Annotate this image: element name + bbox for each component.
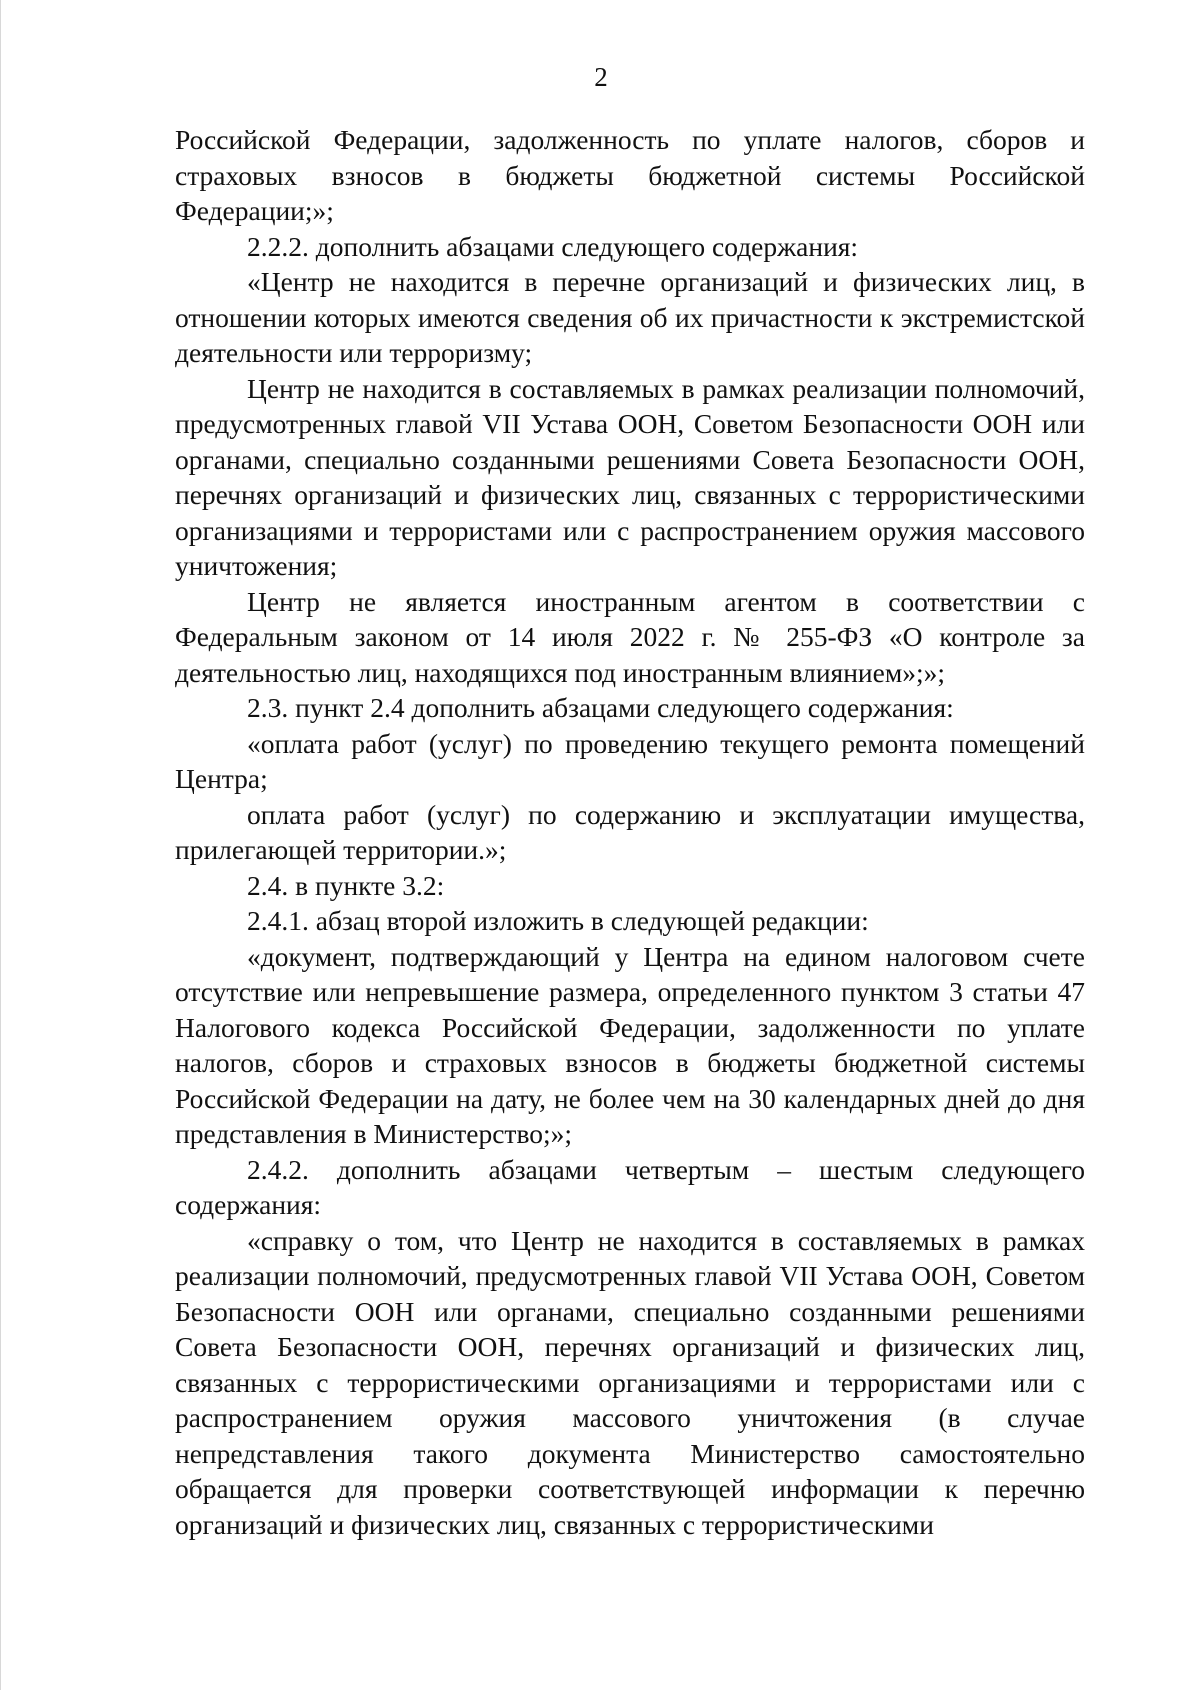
paragraph-1: Российской Федерации, задолженность по уплате налогов, сборов и страховых взносов в бюджеты бюджетной системы Российской Федерации;»; (175, 124, 1085, 226)
paragraph-4: Центр не находится в составляемых в рамках реализации полномочий, предусмотренных главой VII Устава ООН, Советом Безопасности ООН или органами, специально созданными решениями Совета Безопасности ООН, перечнях организаций и физических лиц, связанных с террористическими организациями и террористами или с распространением оружия массового уничтожения; (175, 372, 1085, 581)
paragraph-10: 2.4.1. абзац второй изложить в следующей редакции: (247, 905, 869, 936)
paragraph-2: 2.2.2. дополнить абзацами следующего содержания: (247, 230, 859, 262)
paragraph-7: «оплата работ (услуг) по проведению текущего ремонта помещений Центра; (175, 727, 1085, 794)
paragraph-5: Центр не является иностранным агентом в соответствии с Федеральным законом от 14 июля 2022 г. № 255-ФЗ «О контроле за деятельностью лиц, находящихся под иностранным влиянием»;»; (175, 585, 1085, 688)
document-body (175, 122, 1085, 1542)
paragraph-13: «справку о том, что Центр не находится в составляемых в рамках реализации полномочий, предусмотренных главой VII Устава ООН, Советом Безопасности ООН или органами, специально созданными решениями Совета Безопасности ООН, перечнях организаций и физических лиц, связанных с террористическими организациями и террористами или с распространением оружия массового уничтожения (в случае непредставления такого документа Министерство самостоятельно обращается для проверки соответствующей информации к перечню организаций и физических лиц, связанных с террористическими (175, 1224, 1085, 1540)
paragraph-8: оплата работ (услуг) по содержанию и эксплуатации имущества, прилегающей территории.»; (175, 798, 1085, 865)
paragraph-11: «документ, подтверждающий у Центра на едином налоговом счете отсутствие или непревышение размера, определенного пунктом 3 статьи 47 Налогового кодекса Российской Федерации, задолженности по уплате налогов, сборов и страховых взносов в бюджеты бюджетной системы Российской Федерации на дату, не более чем на 30 календарных дней до дня представления в Министерство;»; (175, 940, 1085, 1149)
paragraph-3: «Центр не находится в перечне организаций и физических лиц, в отношении которых имеются сведения об их причастности к экстремистской деятельности или терроризму; (175, 266, 1085, 368)
paragraph-12: 2.4.2. дополнить абзацами четвертым – шестым следующего содержания: (175, 1153, 1085, 1220)
paragraph-6: 2.3. пункт 2.4 дополнить абзацами следующего содержания: (247, 692, 954, 723)
page-number: 2 (594, 62, 608, 92)
paragraph-9: 2.4. в пункте 3.2: (247, 869, 445, 901)
